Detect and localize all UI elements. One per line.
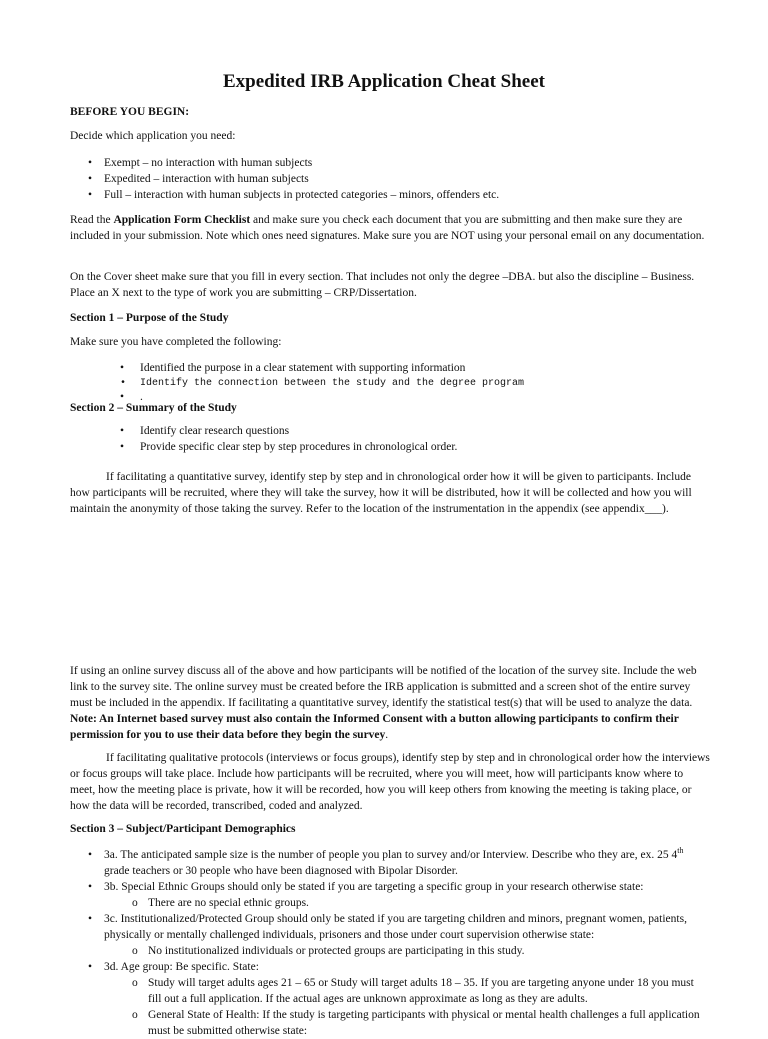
section1-list bbox=[70, 360, 710, 402]
sublist bbox=[104, 975, 710, 1039]
page-title: Expedited IRB Application Cheat Sheet bbox=[223, 71, 545, 92]
checklist-bold: Application Form Checklist bbox=[113, 214, 251, 226]
qualitative-paragraph: If facilitating qualitative protocols (interviews or focus groups), identify step by step and in chronological order how the interviews or focus groups will take place. Include how participants will be recruited, where you will meet, how will participants know where to meet, how the meeting place is private, how it will be recorded, how you will keep others from knowing the meeting is taking place, or how the data will be recorded, transcribed, coded and analyzed. bbox=[70, 752, 710, 812]
online-note: Note: An Internet based survey must also contain the Informed Consent with a button allowing participants to confirm their permission for you to use their data before they begin the survey bbox=[70, 713, 679, 741]
section1-intro: Make sure you have completed the following: bbox=[70, 336, 282, 348]
checklist-paragraph bbox=[70, 212, 710, 244]
sublist bbox=[104, 943, 710, 959]
quantitative-paragraph: If facilitating a quantitative survey, identify step by step and in chronological order how it will be given to participants. Include how participants will be recruited, where they will take the survey, how it will be distributed, how it will be collected and how you will maintain the anonymity of those taking the survey. Refer to the location of the instrumentation in the appendix (see appendix___). bbox=[70, 471, 692, 515]
sublist-item: o General State of Health: If the study is targeting participants with physical or mental health challenges a full application must be submitted otherwise state: bbox=[104, 1007, 710, 1039]
list-item: • Provide specific clear step by step procedures in chronological order. bbox=[70, 439, 710, 455]
online-survey-paragraph bbox=[70, 663, 710, 743]
decide-text: Decide which application you need: bbox=[70, 130, 236, 142]
section2-list bbox=[70, 423, 710, 455]
list-item bbox=[82, 959, 710, 1039]
cover-paragraph: On the Cover sheet make sure that you fill in every section. That includes not only the degree –DBA. but also the discipline – Business. Place an X next to the type of work you are submitting – CRP/Dissertation. bbox=[70, 271, 695, 299]
section3-list bbox=[82, 847, 710, 1039]
sublist-item: o No institutionalized individuals or protected groups are participating in this study. bbox=[104, 943, 710, 959]
list-item: • Exempt – no interaction with human subjects bbox=[82, 155, 722, 171]
before-heading: BEFORE YOU BEGIN: bbox=[70, 106, 190, 118]
list-item bbox=[82, 911, 710, 959]
section3-heading: Section 3 – Subject/Participant Demographics bbox=[70, 823, 296, 835]
item-3d-text: 3d. Age group: Be specific. State: bbox=[104, 961, 259, 973]
item-3b-text: 3b. Special Ethnic Groups should only be stated if you are targeting a specific group in your research otherwise state: bbox=[104, 881, 644, 893]
list-item bbox=[82, 847, 710, 879]
item-3a-superscript: th bbox=[677, 846, 684, 856]
item-3a-text: 3a. The anticipated sample size is the number of people you plan to survey and/or Interview. Describe who they are, ex. 25 4 bbox=[104, 849, 678, 861]
checklist-post: and make sure you check each document that you are submitting and then make sure they are included in your submission. Note which ones need signatures. Make sure you are NOT using your personal email on any documentation. bbox=[70, 214, 705, 242]
list-item: • Identify clear research questions bbox=[70, 423, 710, 439]
list-item: • Expedited – interaction with human subjects bbox=[82, 171, 722, 187]
list-item: • Identify the connection between the study and the degree program bbox=[70, 376, 710, 392]
section1-heading: Section 1 – Purpose of the Study bbox=[70, 312, 229, 324]
item-3a-text-end: grade teachers or 30 people who have been diagnosed with Bipolar Disorder. bbox=[104, 865, 458, 877]
application-type-list bbox=[82, 155, 722, 203]
sublist-item: o Study will target adults ages 21 – 65 or Study will target adults 18 – 35. If you are targeting anyone under 18 you must fill out a full application. If the actual ages are unknown approximate as long as they are adults. bbox=[104, 975, 710, 1007]
list-item bbox=[82, 879, 710, 911]
list-item: • Full – interaction with human subjects in protected categories – minors, offenders etc. bbox=[82, 187, 722, 203]
online-text: If using an online survey discuss all of the above and how participants will be notified of the location of the survey site. Include the web link to the survey site. The online survey must be created before the IRB application is submitted and a screen shot of the entire survey must be included in the appendix. If facilitating a quantitative survey, identify the statistical test(s) that will be used to analyze the data. bbox=[70, 665, 697, 709]
sublist bbox=[104, 895, 710, 911]
online-end: . bbox=[385, 729, 389, 741]
sublist-item: o There are no special ethnic groups. bbox=[104, 895, 710, 911]
checklist-pre: Read the bbox=[70, 214, 114, 226]
item-3c-text: 3c. Institutionalized/Protected Group should only be stated if you are targeting children and minors, pregnant women, patients, physically or mentally challenged individuals, prisoners and those under court supervision otherwise state: bbox=[104, 913, 687, 941]
list-item: • . bbox=[70, 392, 710, 402]
list-item: • Identified the purpose in a clear statement with supporting information bbox=[70, 360, 710, 376]
section2-heading: Section 2 – Summary of the Study bbox=[70, 402, 237, 414]
